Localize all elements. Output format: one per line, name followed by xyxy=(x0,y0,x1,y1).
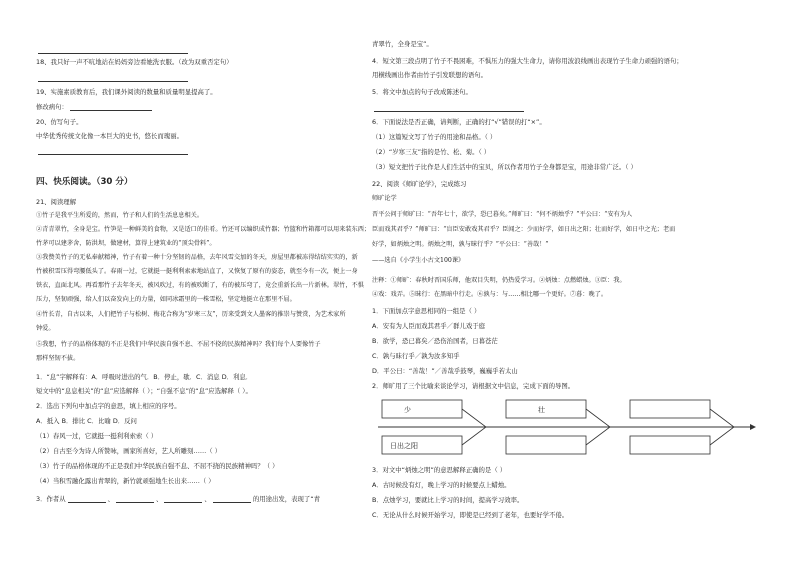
reading-question-3-a: A．古时候没有灯，晚上学习的时候要点上蜡烛。 xyxy=(372,481,511,489)
box-shao[interactable] xyxy=(382,400,462,418)
box-zhuang[interactable] xyxy=(506,400,586,418)
passage-para-5a: ⑤我想，竹子的品格体现的不正是我们中华民族自强不息、不屈不挠的民族精神吗？我们每个人要像竹子 xyxy=(36,341,321,348)
label-zhuang: 壮 xyxy=(538,406,545,414)
reading-question-1-d: D．平公曰：“善哉！”／善哉乎鼓琴，巍巍乎若太山 xyxy=(372,367,518,375)
answer-line-5[interactable] xyxy=(372,104,526,112)
passage-para-2a: ②青青翠竹，全身是宝。竹笋是一种鲜美的食物，又是适口的佳肴。竹还可以编织成竹器；竹篮和竹箱都可以用来装东西； xyxy=(36,226,371,233)
passage-para-5b: 那样坚韧不拔。 xyxy=(36,355,80,362)
reading-question-1-c: C．孰与昧行乎／孰为汝多知乎 xyxy=(372,352,460,360)
study-metaphor-diagram xyxy=(378,398,758,458)
question-18: 18、我只好一声不吭地站在妈妈旁边看她洗衣服。（改为双重否定句） xyxy=(36,58,233,66)
reading-question-1: 1．下面加点字意思相同的一组是（ ） xyxy=(372,307,481,315)
question-2-item-2: （2）自古至今为诗人所赞咏，画家所喜好，艺人所雕刻……（ ） xyxy=(36,447,222,455)
classical-text-1: 晋平公问于师旷曰：“吾年七十，欲学，恐已暮矣。”师旷曰：“何不炳烛乎？”平公曰：“安有为人 xyxy=(372,211,633,218)
box-mid-bottom[interactable] xyxy=(506,436,586,454)
question-2-options: A．抵入 B．排比 C．比喻 D．反问 xyxy=(36,417,137,425)
answer-line-18[interactable] xyxy=(36,74,190,82)
answer-line-20[interactable] xyxy=(36,147,190,155)
passage-para-2b: 竹茅可以建茅舍，防洪坝，做建材，算得上建筑业的“顶尖骨料”。 xyxy=(36,240,216,247)
question-4-b: 用横线画出作者由竹子引发联想的语句。 xyxy=(372,71,488,79)
classical-notes-b: ④戏：戏弄。⑤昧行：在黑暗中行走。⑥孰与：与……相比哪一个更好。⑦暮：晚了。 xyxy=(372,291,608,298)
classical-text-2: 臣而戏其君乎？”师旷曰：“盲臣安敢戏其君乎？臣闻之：少而好学，如日出之阳；壮而好学，如日中之光；老而 xyxy=(372,226,676,233)
question-4-a: 4．短文第三段点明了竹子不畏困难，不惧压力的强大生命力，请你用波浪线画出表现竹子生命力顽强的语句； xyxy=(372,57,683,65)
passage-para-4a: ④竹长青，自古以来，人们把竹子与松树、梅花合称为“岁寒三友”，历来受到文人墨客的推崇与赞赏，为艺术家所 xyxy=(36,311,346,318)
label-shao: 少 xyxy=(404,406,411,414)
question-6-item-3: （3）短文把竹子比作是人们生活中的宝贝，所以作者用竹子全身都是宝，用途非常广泛。（ ） xyxy=(372,163,637,171)
classical-notes-a: 注释：①师旷：春秋时晋国乐师，他双目失明，仍热爱学习。②炳烛：点燃蜡烛。③臣：我。 xyxy=(372,277,626,284)
question-1: 1．“息”字解释有：A．呼吸时进出的气．B．停止，歇．C．消息 D．利息． xyxy=(36,373,253,381)
answer-line-17[interactable] xyxy=(36,46,190,54)
reading-question-3: 3．对文中“炳烛之明”的意思解释正确的是（ ） xyxy=(372,466,507,474)
fix-label: 修改病句： xyxy=(36,103,68,111)
question-20-example: 中华优秀传统文化像一本巨大的史书，悠长而瑰丽。 xyxy=(36,132,183,140)
passage-para-1: ①竹子是我平生所爱的，然而，竹子和人们的生活息息相关。 xyxy=(36,212,204,219)
question-3-continued: 青翠竹，全身是宝”。 xyxy=(372,40,433,48)
classical-text-3: 好学，如炳烛之明。炳烛之明，孰与昧行乎？”平公曰：“善哉！” xyxy=(372,241,549,248)
question-5: 5．将文中加点的句子改成陈述句。 xyxy=(372,88,472,96)
label-richu: 日出之阳 xyxy=(390,442,418,450)
question-2-item-1: （1）春风一过，它就挺一挺利利索索（ ） xyxy=(36,432,158,440)
question-3[interactable]: 3．作者从 、 、 、 的用途出发，表现了“青 xyxy=(36,495,321,503)
question-6-item-1: （1）这篇短文写了竹子的用途和品格。（ ） xyxy=(372,133,497,141)
question-22: 22、阅读《师旷论学》，完成练习 xyxy=(372,180,467,188)
question-2: 2．选出下列句中加点字的意思，填上相应的序号。 xyxy=(36,402,181,410)
reading-question-1-b: B．欲学，恐已暮矣／恐伤治国者，日暮苍茫 xyxy=(372,337,498,345)
classical-title: 师旷论学 xyxy=(372,195,397,202)
question-19-fix[interactable] xyxy=(36,103,154,111)
section-title: 四、快乐阅读。（30 分） xyxy=(36,177,133,187)
question-6: 6．下面说法是否正确，请判断，正确的打“√”错误的打“×”。 xyxy=(372,118,546,126)
question-6-item-2: （2）“岁寒三友”指的是竹、松、菊。（ ） xyxy=(372,148,491,156)
box-lao[interactable] xyxy=(630,400,710,418)
reading-title: 21、阅读理解 xyxy=(36,198,77,206)
passage-para-3c: 铁衣，直面北风。再看那竹子去年冬天，被风吹过，有的被吹断了，有的被压弯了，竟会重新长出一片新林。翠竹，不惧 xyxy=(36,282,364,289)
passage-para-3b: 竹被积雪压得弯腰低头了。春雨一过，它就挺一挺利利索索地站直了，又恢复了原有的姿态，就至今有一次，便上一身 xyxy=(36,268,358,275)
reading-question-3-b: B．点烛学习，要就比上学习的时间，提高学习效率。 xyxy=(372,496,524,504)
spine-arrow-icon xyxy=(750,424,756,430)
question-3-prefix: 3．作者从 xyxy=(36,495,66,503)
classical-source: ——选自《小学生小古文100课》 xyxy=(372,257,465,264)
reading-question-2: 2．师旷用了三个比喻来谈论学习，请根据文中信息，完成下面的导图。 xyxy=(372,382,575,390)
passage-para-3a: ③我赞美竹子的无私奉献精神，竹子有着一种十分坚韧的品格，去年风雪交加的冬天，房屋里都被冻得结结实实的，新 xyxy=(36,254,358,261)
question-2-item-3: （3）竹子的品格体现的不正是我们中华民族自强不息、不屈不挠的民族精神吗？（ ） xyxy=(36,462,279,470)
reading-question-1-a: A．安有为人臣而戏其君乎／群儿戏于庭 xyxy=(372,322,486,330)
question-19: 19、实施素质教育后，我们课外阅读的数量和质量明显提高了。 xyxy=(36,88,217,96)
passage-para-3d: 压力，坚韧顽强，给人们以奋发向上的力量，如同冰霜里的一株雪松，坚定地挺立在那里不屈。 xyxy=(36,296,296,303)
question-20: 20、仿写句子。 xyxy=(36,118,83,126)
box-right-bottom[interactable] xyxy=(630,436,710,454)
reading-question-3-c: C．无论从什么时候开始学习，即使是已经到了老年，也要好学不倦。 xyxy=(372,511,569,519)
question-3-suffix: 的用途出发，表现了“青 xyxy=(252,495,321,503)
question-2-item-4: （4）当积雪融化露出青翠的，新竹就顽强地生长出来……（ ） xyxy=(36,477,215,485)
question-1-b: 短文中的“息息相关”的“息”应选解释（ ）；“自强不息”的“息”应选解释（ ）。 xyxy=(36,387,252,395)
passage-para-4b: 钟爱。 xyxy=(36,325,55,332)
